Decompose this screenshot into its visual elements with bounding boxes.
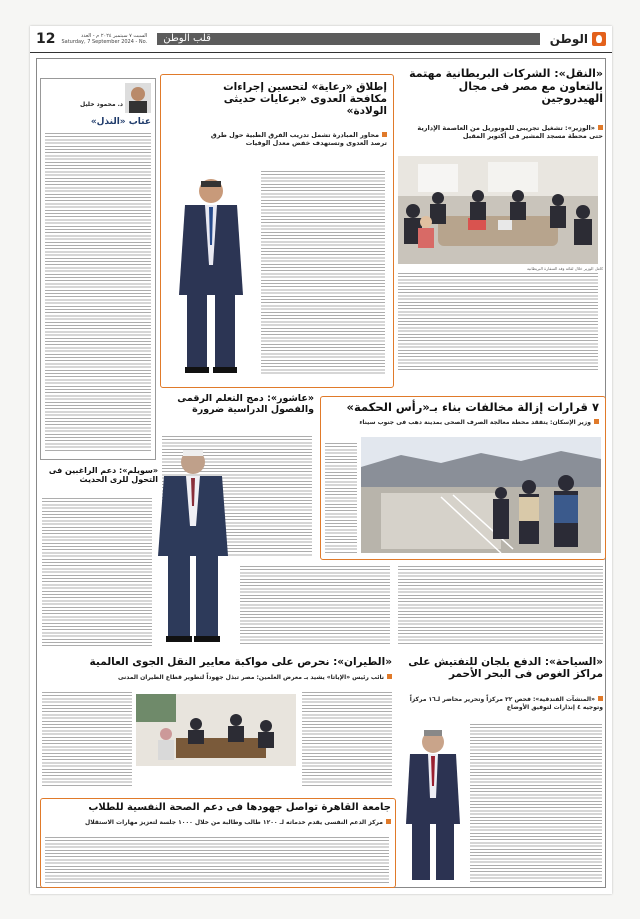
- university-headline: جامعة القاهرة تواصل جهودها فى دعم الصحة النفسية للطلاب: [88, 802, 391, 813]
- bullet-mark-icon: [382, 132, 387, 137]
- health-body: [261, 171, 385, 376]
- transport-body: [398, 273, 598, 371]
- housing-more-body: [398, 566, 603, 646]
- column-title: عتاب «النذل»: [90, 117, 151, 127]
- article-transport: [398, 66, 603, 376]
- tourism-sub: [403, 696, 603, 712]
- article-aviation: [40, 654, 394, 792]
- article-housing: [320, 396, 606, 560]
- article-tourism: [400, 654, 605, 886]
- aviation-body-left: [42, 692, 132, 788]
- aviation-headline: «الطيران»: نحرص على مواكبة معايير النقل الجوى العالمية: [89, 656, 392, 668]
- article-university: [40, 798, 396, 888]
- health-sub-text: محاور المبادرة تشمل تدريب الفرق الطبية حول طرق ترصد العدوى وتستهدف خفض معدل الوفيات: [210, 131, 387, 148]
- bullet-mark-icon: [387, 674, 392, 679]
- brand-logo-icon: [592, 32, 606, 46]
- housing-headline: ٧ قرارات إزالة مخالفات بناء بـ«رأس الحكمة»: [346, 400, 599, 414]
- date-box: [30, 31, 147, 47]
- aviation-body-right: [302, 692, 392, 788]
- housing-sub: [329, 419, 599, 427]
- transport-sub: [403, 124, 603, 141]
- paper-sheet: [30, 26, 612, 894]
- issue-date-ar: السبت ٧ سبتمبر ٢٠٢٤ م - العدد: [80, 33, 148, 39]
- bullet-mark-icon: [598, 696, 603, 701]
- article-misc-body: [240, 566, 390, 648]
- tourism-headline: «السياحة»: الدفع بلجان للتفتيش على مراكز الغوص فى البحر الأحمر: [408, 656, 603, 681]
- article-column: [40, 78, 156, 460]
- local-body: [42, 498, 152, 648]
- tourism-sub-text: «المنشآت الفندقية»: فحص ٢٢ مركزاً وتحرير محاضر لـ١٦ مركزاً وتوجيه ٤ إنذارات لتوفيق الأوضاع: [409, 696, 603, 711]
- local-headline: «سويلم»: دعم الراغبين فى التحول للرى الحديث: [48, 466, 158, 485]
- housing-photo: [361, 437, 601, 553]
- transport-headline: «النقل»: الشركات البريطانية مهتمة بالتعاون مع مصر فى مجال الهيدروجين: [409, 67, 603, 106]
- housing-body: [325, 443, 357, 553]
- bullet-mark-icon: [594, 419, 599, 424]
- masthead: [30, 26, 612, 53]
- university-body: [45, 837, 389, 883]
- health-headline: إطلاق «رعاية» لتحسين إجراءات مكافحة العدوى «برعايات حديثى الولادة»: [223, 81, 387, 118]
- page-number: 12: [36, 31, 56, 47]
- article-housing-more: [398, 566, 603, 648]
- misc-body: [240, 566, 390, 646]
- section-bar: قلب الوطن: [157, 33, 540, 45]
- column-body: [45, 133, 151, 453]
- aviation-sub-text: نائب رئيس «الإياتا» يشيد بـ معرض العلمين: مصر تبذل جهوداً لتطوير قطاع الطيران المدنى: [117, 674, 384, 681]
- housing-sub-text: وزير الإسكان: يتفقد محطة معالجة الصرف الصحى بمدينة دهب فى جنوب سيناء: [359, 419, 591, 426]
- aviation-sub: [42, 674, 392, 682]
- columnist-name: د. محمود خليل: [79, 101, 123, 108]
- university-sub-text: مركز الدعم النفسى يقدم خدماته لـ ١٢٠٠ طالب وطالبة من خلال ١٠٠٠ جلسة لتعزيز مهارات الاستقلال: [85, 819, 383, 826]
- tourism-minister-photo: [400, 728, 466, 884]
- brand-name: الوطن: [549, 32, 588, 46]
- irrigation-minister-photo: [148, 446, 238, 646]
- article-local: [40, 464, 160, 649]
- transport-sub-text: «الوزير»: تشغيل تجريبى للمونوريل من العاصمة الإدارية حتى محطة مسجد المشير فى أكتوبر المقبل: [417, 124, 603, 141]
- health-sub: [207, 131, 387, 148]
- education-headline: «عاشور»: دمج التعلم الرقمى والفصول الدراسية ضرورة: [177, 393, 314, 415]
- columnist-photo: [125, 83, 151, 113]
- bullet-mark-icon: [598, 125, 603, 130]
- transport-photo: [398, 156, 598, 264]
- university-sub: [47, 819, 391, 827]
- issue-dates: [61, 33, 147, 45]
- issue-date-en: Saturday, 7 September 2024 - No.: [61, 39, 148, 45]
- transport-caption: كامل الوزير خلال لقائه وفد السفارة البريطانية: [527, 266, 603, 271]
- article-health: [160, 74, 394, 388]
- brand: [550, 32, 612, 46]
- bullet-mark-icon: [386, 819, 391, 824]
- aviation-photo: [136, 694, 296, 766]
- health-minister-photo: [171, 175, 251, 375]
- tourism-body: [470, 724, 602, 884]
